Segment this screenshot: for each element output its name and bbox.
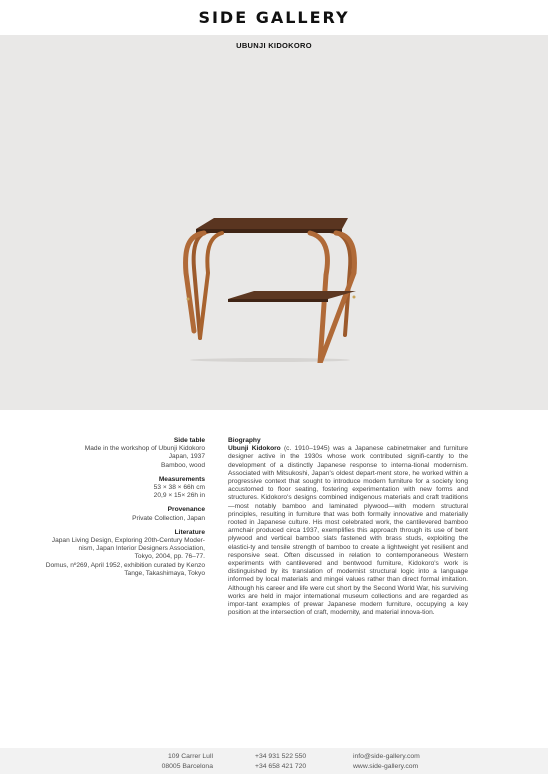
footer-phones	[255, 752, 325, 772]
measurements-block	[10, 476, 205, 501]
artist-name: UBUNJI KIDOKORO	[236, 41, 312, 50]
phone-link[interactable]: +34 931 522 550	[255, 753, 307, 760]
biography-section	[228, 437, 468, 617]
literature-line: Tokyo, 2004, pp. 76–77.	[134, 553, 205, 561]
literature-line: nism, Japan Interior Designers Association,	[78, 545, 205, 553]
measurements-title: Measurements	[158, 475, 205, 483]
literature-line: Japan Living Design, Exploring 20th-Century Moder-	[51, 537, 205, 545]
object-line: Bamboo, wood	[161, 461, 205, 469]
email-link[interactable]: info@side-gallery.com	[353, 753, 420, 760]
footer-address	[120, 752, 213, 772]
page-header	[0, 0, 548, 35]
address-line: 109 Carrer Lull	[168, 753, 213, 760]
page-footer	[0, 748, 548, 774]
object-line: Japan, 1937	[168, 453, 205, 461]
object-details	[10, 437, 205, 584]
object-title: Side table	[173, 437, 205, 444]
gallery-logo: SIDE GALLERY	[198, 8, 350, 27]
phone-link[interactable]: +34 658 421 720	[255, 763, 307, 770]
object-block	[10, 437, 205, 470]
provenance-block	[10, 506, 205, 522]
literature-title: Literature	[174, 528, 205, 536]
measurement-line: 53 × 38 × 66h cm	[153, 484, 205, 492]
footer-contact	[353, 752, 463, 772]
biography-title: Biography	[228, 437, 261, 444]
provenance-line: Private Collection, Japan	[132, 514, 205, 522]
measurement-line: 20,9 × 15× 26h in	[153, 492, 205, 500]
side-table-photo	[180, 213, 360, 363]
biography-body: (c. 1910–1945) was a Japanese cabinetmaker and furniture designer active in the 1930s whose work contributed signifi-cantly to the development of a distinctly Japanese response to interna-tional modernism. Associated with Mitsukoshi, Japan's oldest depart-ment store, he worked within a progressive context that sought to introduce modern furniture for a society long accustomed to floor seating, fostering experimentation with new forms and structures. Kidokoro's designs combined indigenous materials and craft traditions—most notably bamboo and laminated plywood—with modern structural principles, resulting in furniture that was both formally innovative and materially rooted in Japanese culture. His most celebrated work, the cantilevered bamboo armchair produced circa 1937, exemplifies this approach through its use of bent plywood and vertical bamboo slats fastened with brass studs, exploiting the elastici-ty and tensile strength of bamboo to create a lightweight yet resilient and responsive seat. Often discussed in relation to contemporaneous Western experiments with cantilevered and bentwood furniture, Kidokoro's work is distinguished by its translation of modernist structural logic into a language informed by local materials and mingei values rather than direct formal imitation. Although his career and life were cut short by the Second World War, his surviving works are held in major international museum collections and are regarded as impor-tant examples of prewar Japanese modern furniture, occupying a key position at the intersection of craft, modernity, and material innova-tion.	[228, 445, 468, 617]
biography-text	[228, 445, 468, 617]
object-line: Made in the workshop of Ubunji Kidokoro	[84, 445, 205, 453]
literature-block	[10, 529, 205, 578]
hero-image-area	[0, 35, 548, 410]
literature-line: Tange, Takashimaya, Tokyo	[124, 569, 205, 577]
website-link[interactable]: www.side-gallery.com	[353, 763, 419, 770]
address-line: 08005 Barcelona	[161, 763, 213, 770]
literature-line: Domus, nº269, April 1952, exhibition curated by Kenzo	[45, 561, 205, 569]
biography-name: Ubunji Kidokoro	[228, 445, 281, 453]
provenance-title: Provenance	[167, 506, 205, 514]
